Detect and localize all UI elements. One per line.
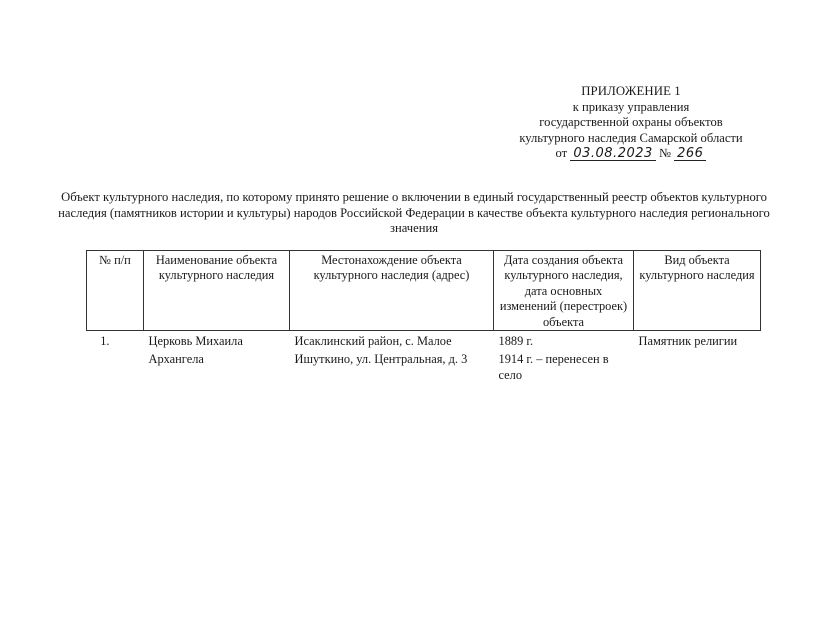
handwritten-number: 266 <box>674 147 706 161</box>
col-header-dates: Дата создания объекта культурного наследия, дата основных изменений (перестроек) объекта <box>494 251 634 331</box>
number-label: № <box>658 146 671 161</box>
heritage-table <box>86 250 761 383</box>
col-header-number: № п/п <box>87 251 144 331</box>
appendix-title: ПРИЛОЖЕНИЕ 1 <box>581 84 681 98</box>
col-header-name: Наименование объекта культурного наследия <box>144 251 290 331</box>
appendix-block <box>500 84 762 162</box>
row-name-line-2: Архангела <box>148 352 204 367</box>
from-label: от <box>555 146 568 161</box>
appendix-line-3: культурного наследия Самарской области <box>519 130 743 145</box>
row-name <box>144 331 290 384</box>
row-dates <box>494 331 634 384</box>
table-header-row <box>87 251 761 331</box>
document-heading: Объект культурного наследия, по которому принято решение о включении в единый государственный реестр объектов культурного наследия (памятников истории и культуры) народов Российской Федерации в качестве объекта культурного наследия регионального значения <box>58 190 770 236</box>
col-header-address: Местонахождение объекта культурного наследия (адрес) <box>290 251 494 331</box>
row-address-line-2: Ишуткино, ул. Центральная, д. 3 <box>294 352 468 367</box>
table-row <box>87 331 761 384</box>
order-date-line <box>500 146 762 162</box>
row-name-line-1: Церковь Михаила <box>148 334 243 349</box>
handwritten-date: 03.08.2023 <box>570 147 655 161</box>
appendix-line-2: государственной охраны объектов <box>539 115 723 130</box>
col-header-type: Вид объекта культурного наследия <box>634 251 761 331</box>
row-date-line-1: 1889 г. <box>498 334 534 349</box>
row-address <box>290 331 494 384</box>
appendix-line-1: к приказу управления <box>572 99 690 114</box>
row-date-line-2: 1914 г. – перенесен в село <box>498 352 609 382</box>
row-number: 1. <box>100 334 110 349</box>
row-address-line-1: Исаклинский район, с. Малое <box>294 334 452 349</box>
row-type: Памятник религии <box>638 334 738 349</box>
